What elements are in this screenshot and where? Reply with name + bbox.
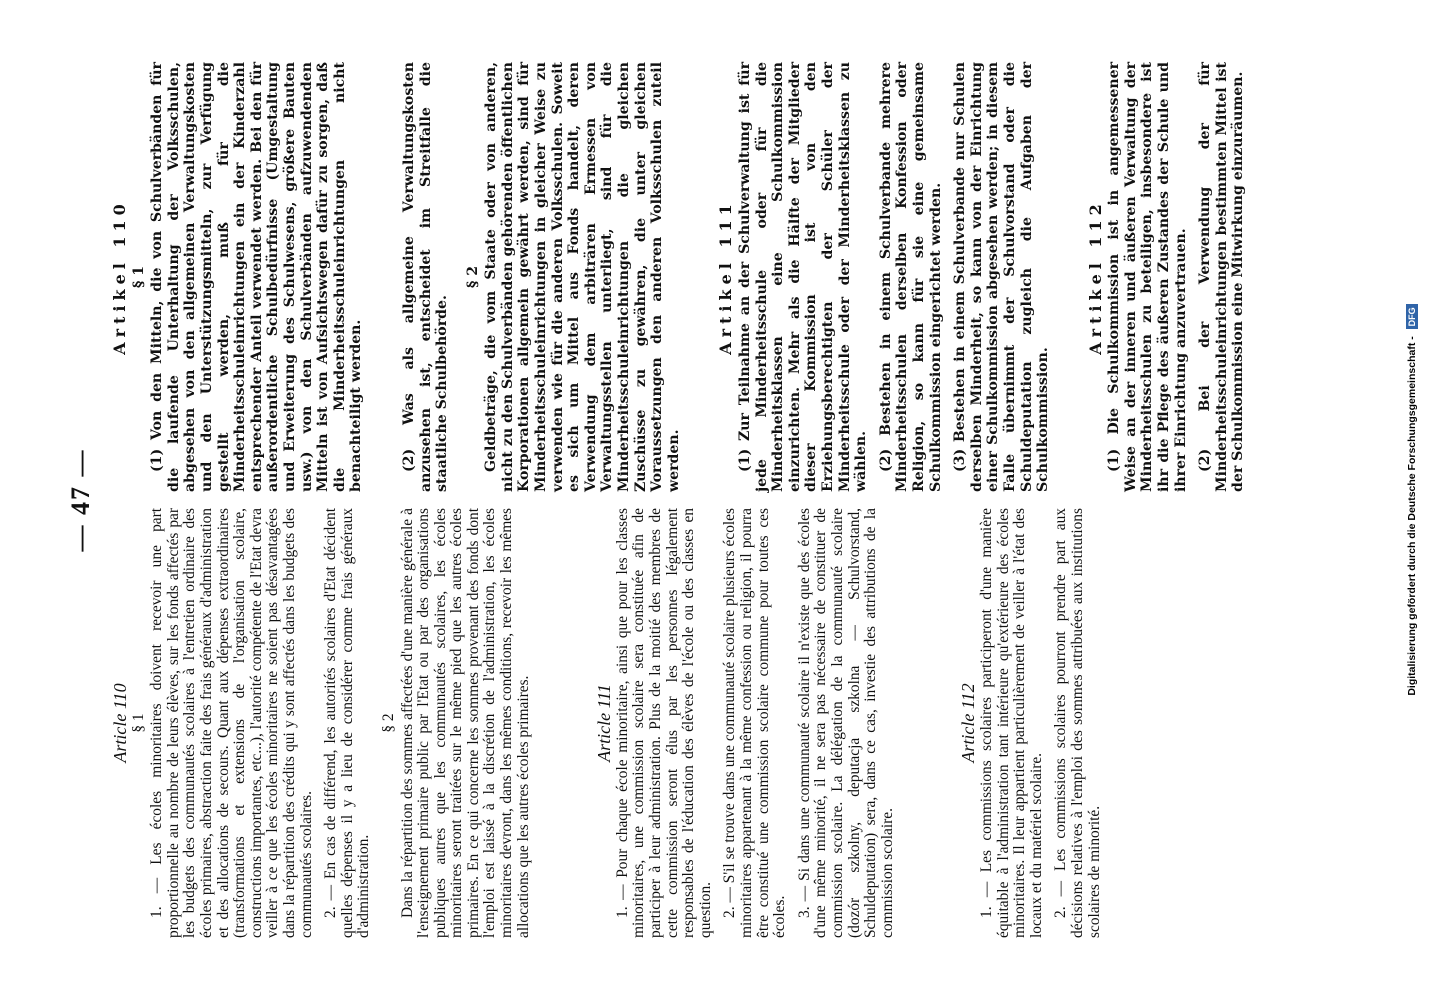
- article-112-para-1-fr: 1. — Les commissions scolaires participeront d'une manière équitable à l'administration tant intérieure qu'extérieure des écoles minoritaires. Il leur appartient particulièrement de veiller à l'état des locaux et du matériel scolaire.: [977, 508, 1045, 938]
- digitization-credit-text: Digitalisierung gefördert durch die Deutsche Forschungsgemeinschaft -: [1406, 336, 1418, 696]
- article-111-para-2-de: (2) Bestehen in einem Schulverbande mehrere Minderheitsschulen derselben Konfession oder Religion, so kann für sie eine gemeinsame Schulkommission eingerichtet werden.: [877, 62, 944, 492]
- article-112-heading-fr: Article 112: [958, 683, 979, 763]
- article-111-heading-fr: Article 111: [594, 684, 615, 762]
- french-column: [112, 508, 1111, 938]
- article-110-para-2-de: (2) Was als allgemeine Verwaltungskosten anzusehen ist, entscheidet im Streitfalle die staatliche Schulbehörde.: [400, 62, 451, 492]
- article-111-para-1-de: (1) Zur Teilnahme an der Schulverwaltung ist für jede Minderheitsschule oder für die Minderheitsklassen eine Schulkommission einzurichten. Mehr als die Hälfte der Mitglieder dieser Kommission ist von den Erziehungsberechtigten der Schüler der Minderheitsschule oder der Minderheitsklassen zu wählen.: [737, 62, 870, 492]
- section-2-symbol-de: § 2: [464, 265, 481, 289]
- dfg-logo: DFG: [1406, 304, 1418, 329]
- article-110-heading-de: Artikel 110: [110, 199, 129, 355]
- article-111-para-3-de: (3) Bestehen in einem Schulverbande nur Schulen derselben Minderheit, so kann von der Einrichtung einer Schulkommission abgesehen werden; in diesem Falle übernimmt der Schulvorstand oder die Schuldeputation zugleich die Aufgaben der Schulkommission.: [952, 62, 1052, 492]
- digitization-credit: [1406, 0, 1418, 1000]
- article-111-para-1-fr: 1. — Pour chaque école minoritaire, ainsi que pour les classes minoritaires, une commission scolaire sera constituée afin de participer à leur administration. Plus de la moitié des membres de cette commission seront élus par les personnes légalement responsables de l'éducation des élèves de l'école ou des classes en question.: [613, 508, 714, 938]
- article-111-para-2-fr: 2. — S'il se trouve dans une communauté scolaire plusieurs écoles minoritaires appartenant à la même confession ou religion, il pourra être constitué une commission scolaire commune pour toutes ces écoles.: [721, 508, 789, 938]
- section-2-symbol-fr: § 2: [379, 713, 397, 733]
- article-112-para-2-de: (2) Bei der Verwendung der für Minderheitsschuleinrichtungen bestimmten Mittel ist der Schulkommission eine Mitwirkung einzuräumen.: [1197, 62, 1247, 492]
- article-111-para-3-fr: 3. — Si dans une communauté scolaire il n'existe que des écoles d'une même minorité, il ne sera pas nécessaire de constituer de commission scolaire. La délégation de la communauté scolaire (dozór szkolny, deputacja szkolna — Schulvorstand, Schuldeputation) sera, dans ce cas, investie des attributions de la commission scolaire.: [795, 508, 896, 938]
- article-112-para-1-de: (1) Die Schulkommission ist in angemessener Weise an der inneren und äußeren Verwaltung der Minderheitsschulen zu beteiligen, insbesondere ist ihr die Pflege des äußeren Zustandes der Schule und ihrer Einrichtung anzuvertrauen.: [1106, 62, 1189, 492]
- section-1-symbol-fr: § 1: [129, 713, 147, 733]
- article-110-para-3-fr: Dans la répartition des sommes affectées d'une manière générale à l'enseignement primaire public par l'Etat ou par des organisations publiques autres que les communautés scolaires, les écoles minoritaires seront traitées sur le même pied que les autres écoles primaires. En ce qui concerne les sommes provenant des fonds dont l'emploi est laissé à la discrétion de l'administration, les écoles minoritaires devront, dans les mêmes conditions, recevoir les mêmes allocations que les autres écoles primaires.: [398, 508, 532, 938]
- german-column: [112, 62, 1255, 492]
- article-112-heading-de: Artikel 112: [1085, 199, 1105, 355]
- section-1-symbol-de: § 1: [130, 265, 147, 289]
- article-111-heading-de: Artikel 111: [716, 199, 736, 355]
- article-110-para-1-fr: 1. — Les écoles minoritaires doivent recevoir une part proportionnelle au nombre de leurs élèves, sur les fonds affectés par les budgets des communautés scolaires à l'entretien ordinaire des écoles primaires, abstraction faite des frais généraux d'administration et des allocations de secours. Quant aux dépenses extraordinaires (transformations et extensions de l'organisation scolaire, constructions importantes, etc...), l'autorité compétente de l'Etat devra veiller à ce que les écoles minoritaires ne soient pas désavantagées dans la répartition des crédits qui y sont affectés dans les budgets des communautés scolaires.: [148, 508, 315, 938]
- article-112-para-2-fr: 2. — Les commissions scolaires pourront prendre part aux décisions relatives à l'emploi des sommes attribuées aux institutions scolaires de minorité.: [1052, 508, 1103, 938]
- article-110-para-3-de: Geldbeträge, die vom Staate oder von anderen, nicht zu den Schulverbänden gehörenden öffentlichen Korporationen allgemein gewährt werden, sind für Minderheitsschuleinrichtungen in gleicher Weise zu verwenden wie für die anderen Volksschulen. Soweit es sich um Mittel aus Fonds handelt, deren Verwendung dem arbiträren Ermessen von Verwaltungsstellen unterliegt, sind für die Minderheitsschuleinrichtungen die gleichen Zuschüsse zu gewähren, die unter gleichen Voraussetzungen den anderen Volksschulen zuteil werden.: [483, 62, 682, 492]
- article-110-para-2-fr: 2. — En cas de différend, les autorités scolaires d'Etat décident quelles dépenses il y a lieu de considérer comme frais généraux d'administration.: [322, 508, 373, 938]
- article-110-heading-fr: Article 110: [110, 683, 130, 763]
- page-number: — 47 —: [66, 448, 95, 552]
- article-110-para-1-de: (1) Von den Mitteln, die von Schulverbänden für die laufende Unterhaltung der Volksschulen, abgesehen von den allgemeinen Verwaltungskosten und den Unterstützungsmitteln, zur Verfügung gestellt werden, muß für die Minderheitsschuleinrichtungen ein der Kinderzahl entsprechender Anteil verwendet werden. Bei den für außerordentliche Schulbedürfnisse (Umgestaltung und Erweiterung des Schulwesens, größere Bauten usw.) von den Schulverbänden aufzuwendenden Mitteln ist von Aufsichtswegen dafür zu sorgen, daß die Minderheitsschuleinrichtungen nicht benachteiligt werden.: [149, 62, 365, 492]
